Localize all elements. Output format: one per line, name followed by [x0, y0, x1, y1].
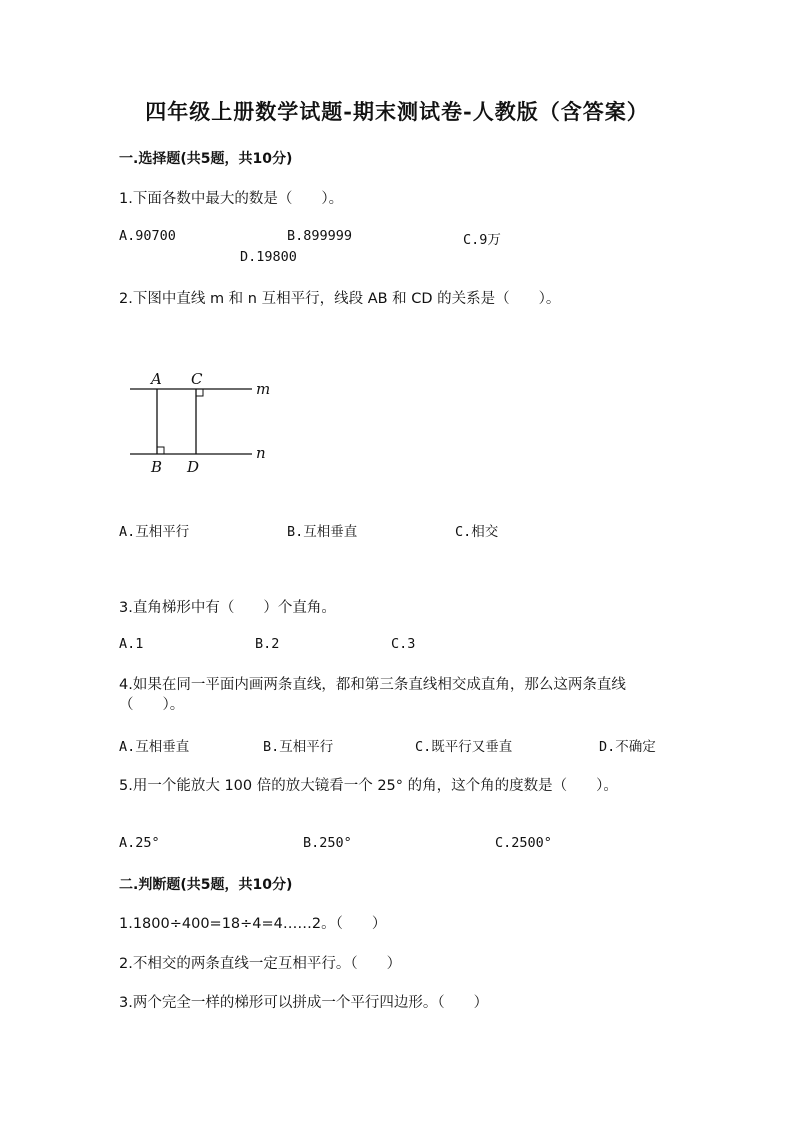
parallel-lines-figure — [120, 362, 290, 482]
q5-option-b: B.250° — [303, 835, 352, 851]
q4-option-a: A.互相垂直 — [119, 739, 190, 755]
question-5: 5.用一个能放大 100 倍的放大镜看一个 25° 的角，这个角的度数是（ ）。 — [119, 778, 618, 794]
q2-option-c: C.相交 — [455, 524, 499, 540]
q1-option-d: D.19800 — [240, 249, 297, 265]
q3-option-a: A.1 — [119, 636, 144, 652]
q4-option-c: C.既平行又垂直 — [415, 739, 513, 755]
q1-option-b: B.899999 — [287, 228, 353, 244]
page-title: 四年级上册数学试题-期末测试卷-人教版（含答案） — [145, 99, 649, 124]
q3-option-c: C.3 — [391, 636, 416, 652]
q5-option-c: C.2500° — [495, 835, 552, 851]
label-b: B — [151, 458, 163, 476]
q5-option-a: A.25° — [119, 835, 160, 851]
label-m: m — [256, 380, 271, 398]
q1-option-a: A.90700 — [119, 228, 176, 244]
label-n: n — [256, 444, 266, 462]
right-angle-mark-b — [157, 447, 164, 454]
judge-question-3: 3.两个完全一样的梯形可以拼成一个平行四边形。（ ） — [119, 995, 489, 1011]
judge-question-1: 1.1800÷400=18÷4=4……2。（ ） — [119, 916, 387, 932]
question-1: 1.下面各数中最大的数是（ ）。 — [119, 191, 344, 207]
q2-option-a: A.互相平行 — [119, 524, 190, 540]
question-2: 2.下图中直线 m 和 n 互相平行，线段 AB 和 CD 的关系是（ ）。 — [119, 291, 561, 307]
label-a: A — [151, 370, 162, 388]
q4-option-d: D.不确定 — [599, 739, 656, 755]
question-4: 4.如果在同一平面内画两条直线，都和第三条直线相交成直角，那么这两条直线（ ）。 — [119, 677, 626, 713]
q1-option-c: C.9万 — [463, 232, 501, 248]
q2-option-b: B.互相垂直 — [287, 524, 358, 540]
question-3: 3.直角梯形中有（ ）个直角。 — [119, 600, 336, 616]
judge-question-2: 2.不相交的两条直线一定互相平行。（ ） — [119, 956, 402, 972]
q3-option-b: B.2 — [255, 636, 280, 652]
section-heading-judge: 二.判断题(共5题，共10分) — [119, 877, 293, 893]
section-heading-choice: 一.选择题(共5题，共10分) — [119, 151, 293, 167]
label-d: D — [187, 458, 200, 476]
q4-option-b: B.互相平行 — [263, 739, 334, 755]
label-c: C — [191, 370, 203, 388]
right-angle-mark-c — [196, 389, 203, 396]
